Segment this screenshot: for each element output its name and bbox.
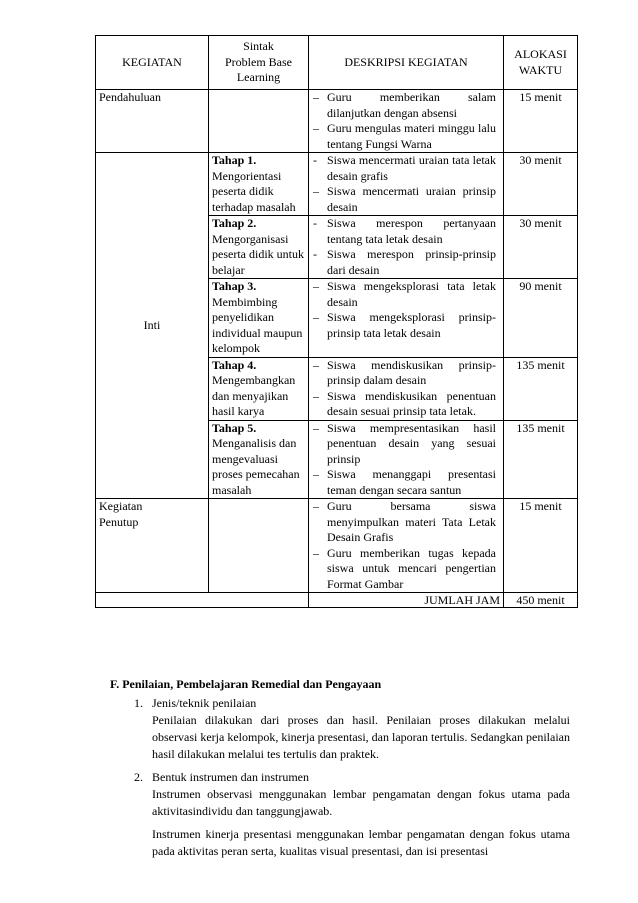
waktu-penutup: 15 menit (504, 499, 578, 593)
waktu-tahap-1: 30 menit (504, 153, 578, 216)
waktu-pendahuluan: 15 menit (504, 90, 578, 153)
stage-title: Tahap 5. (212, 420, 257, 435)
deskripsi-tahap-1 (309, 153, 504, 216)
item-paragraph: Instrumen observasi menggunakan lembar pengamatan dengan fokus utama pada aktivitasindividu dan tanggungjawab. (152, 787, 570, 818)
stage-title: Tahap 3. (212, 279, 257, 293)
list-item: - Siswa merespon prinsip-prinsip dari desain (313, 247, 496, 277)
sintak-pendahuluan (209, 90, 309, 153)
item-heading: Bentuk instrumen dan instrumen (152, 770, 309, 784)
stage-desc: Mengorientasi peserta didik terhadap masalah (212, 168, 296, 214)
list-item: – Guru memberikan salam dilanjutkan dengan absensi (313, 90, 496, 120)
list-item: – Siswa mengeksplorasi prinsip-prinsip tata letak desain (313, 310, 496, 340)
stage-desc: Menganalisis dan mengevaluasi proses pemecahan masalah (212, 436, 300, 497)
item-paragraph: Penilaian dilakukan dari proses dan hasil. Penilaian proses dilakukan melalui observasi kerja kelompok, kinerja presentasi, dan laporan tertulis. Sedangkan penilaian hasil dilakukan melalui tes tertulis dan praktek. (152, 713, 570, 761)
list-item: – Guru mengulas materi minggu lalu tentang Fungsi Warna (313, 121, 496, 151)
waktu-tahap-4: 135 menit (504, 357, 578, 420)
header-sintak: Sintak Problem Base Learning (209, 36, 309, 90)
deskripsi-tahap-3 (309, 279, 504, 358)
sintak-penutup (209, 499, 309, 593)
stage-title: Tahap 1. (212, 153, 257, 167)
row-penutup (96, 499, 578, 593)
section-f (110, 676, 570, 860)
sintak-tahap-3 (209, 279, 309, 358)
item-heading: Jenis/teknik penilaian (152, 696, 257, 710)
list-item: – Siswa menanggapi presentasi teman dengan secara santun (313, 467, 496, 497)
waktu-tahap-3: 90 menit (504, 279, 578, 358)
kegiatan-pendahuluan: Pendahuluan (96, 90, 209, 153)
list-item: – Siswa mendiskusikan prinsip-prinsip dalam desain (313, 357, 496, 387)
stage-title: Tahap 4. (212, 357, 257, 372)
item-number: 2. (134, 770, 143, 784)
kegiatan-penutup: Kegiatan Penutup (96, 499, 209, 593)
header-row (96, 36, 578, 90)
header-alokasi: ALOKASI WAKTU (504, 36, 578, 90)
waktu-tahap-5: 135 menit (504, 420, 578, 499)
sintak-tahap-1 (209, 153, 309, 216)
deskripsi-penutup (309, 499, 504, 593)
activity-table (95, 35, 578, 608)
list-item: – Siswa mendiskusikan penentuan desain sesuai prinsip tata letak. (313, 388, 496, 418)
total-label: JUMLAH JAM (309, 593, 504, 608)
list-item: - Siswa merespon pertanyaan tentang tata letak desain (313, 216, 496, 246)
sintak-tahap-5 (209, 420, 309, 499)
list-item: – Siswa mempresentasikan hasil penentuan desain yang sesuai prinsip (313, 420, 496, 466)
waktu-tahap-2: 30 menit (504, 216, 578, 279)
row-total (96, 593, 578, 608)
section-title: F. Penilaian, Pembelajaran Remedial dan Pengayaan (110, 677, 382, 691)
header-deskripsi: DESKRIPSI KEGIATAN (309, 36, 504, 90)
item-paragraph: Instrumen kinerja presentasi menggunakan lembar pengamatan dengan fokus utama pada aktivitas peran serta, kualitas visual presentasi, dan isi presentasi (152, 827, 570, 858)
deskripsi-tahap-4 (309, 357, 504, 420)
stage-desc: Mengorganisasi peserta didik untuk belajar (212, 231, 304, 277)
stage-desc: Mengembangkan dan menyajikan hasil karya (212, 373, 296, 418)
deskripsi-pendahuluan (309, 90, 504, 153)
row-inti-tahap-1 (96, 153, 578, 216)
list-item: – Siswa mencermati uraian prinsip desain (313, 184, 496, 214)
sintak-tahap-4 (209, 357, 309, 420)
section-item-2 (134, 769, 570, 860)
list-item: – Guru bersama siswa menyimpulkan materi Tata Letak Desain Grafis (313, 499, 496, 544)
section-item-1 (134, 695, 570, 763)
stage-desc: Membimbing penyelidikan individual maupun kelompok (212, 294, 303, 355)
list-item: – Guru memberikan tugas kepada siswa untuk mencari pengertian Format Gambar (313, 545, 496, 591)
deskripsi-tahap-5 (309, 420, 504, 499)
row-pendahuluan (96, 90, 578, 153)
kegiatan-inti: Inti (96, 153, 209, 499)
total-spacer (96, 593, 309, 608)
sintak-tahap-2 (209, 216, 309, 279)
stage-title: Tahap 2. (212, 216, 257, 230)
item-number: 1. (134, 696, 143, 710)
total-value: 450 menit (504, 593, 578, 608)
list-item: – Siswa mengeksplorasi tata letak desain (313, 279, 496, 309)
list-item: - Siswa mencermati uraian tata letak desain grafis (313, 153, 496, 183)
header-kegiatan: KEGIATAN (96, 36, 209, 90)
deskripsi-tahap-2 (309, 216, 504, 279)
